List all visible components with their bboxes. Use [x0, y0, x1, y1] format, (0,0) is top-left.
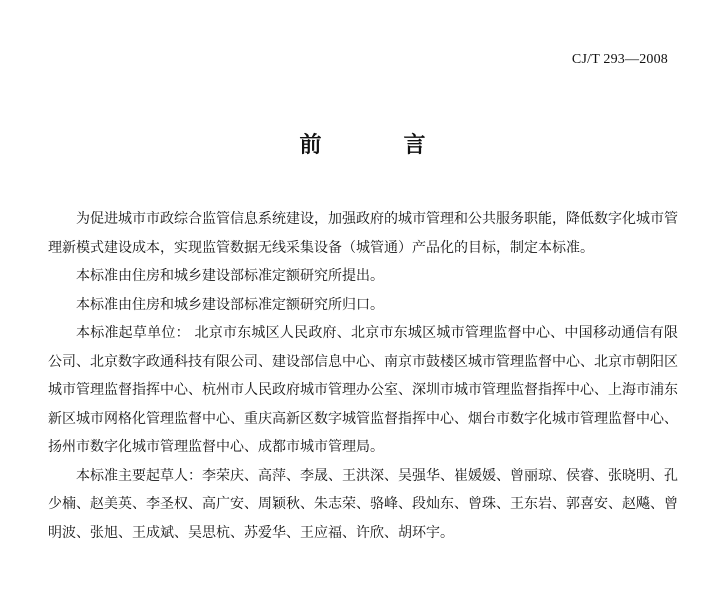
- paragraph-purpose: 为促进城市市政综合监管信息系统建设，加强政府的城市管理和公共服务职能，降低数字化城市管理新模式建设成本，实现监管数据无线采集设备（城管通）产品化的目标，制定本标准。: [48, 211, 678, 256]
- paragraph-proposed-by: 本标准由住房和城乡建设部标准定额研究所提出。: [76, 268, 384, 284]
- paragraph-centralized-by: 本标准由住房和城乡建设部标准定额研究所归口。: [76, 296, 384, 313]
- foreword-body: [48, 205, 678, 547]
- paragraph-main-drafters: 本标准主要起草人：李荣庆、高萍、李晟、王洪深、吴强华、崔媛媛、曾丽琼、侯睿、张晓明、孔少楠、赵美英、李圣权、高广安、周颖秋、朱志荣、骆峰、段灿东、曾珠、王东岩、郭喜安、赵飚、曾明波、张旭、王成斌、吴思杭、苏爱华、王应福、许欣、胡环宇。: [48, 467, 678, 541]
- paragraph-drafting-units: 本标准起草单位： 北京市东城区人民政府、北京市东城区城市管理监督中心、中国移动通信有限公司、北京数字政通科技有限公司、建设部信息中心、南京市鼓楼区城市管理监督中心、北京市朝阳区城市管理监督指挥中心、杭州市人民政府城市管理办公室、深圳市城市管理监督指挥中心、上海市浦东新区城市网格化管理监督中心、重庆高新区数字城管监督指挥中心、烟台市数字化城市管理监督中心、扬州市数字化城市管理监督中心、成都市城市管理局。: [48, 325, 678, 455]
- standard-code: CJ/T 293—2008: [571, 52, 668, 67]
- page-title: 前 言: [299, 133, 456, 158]
